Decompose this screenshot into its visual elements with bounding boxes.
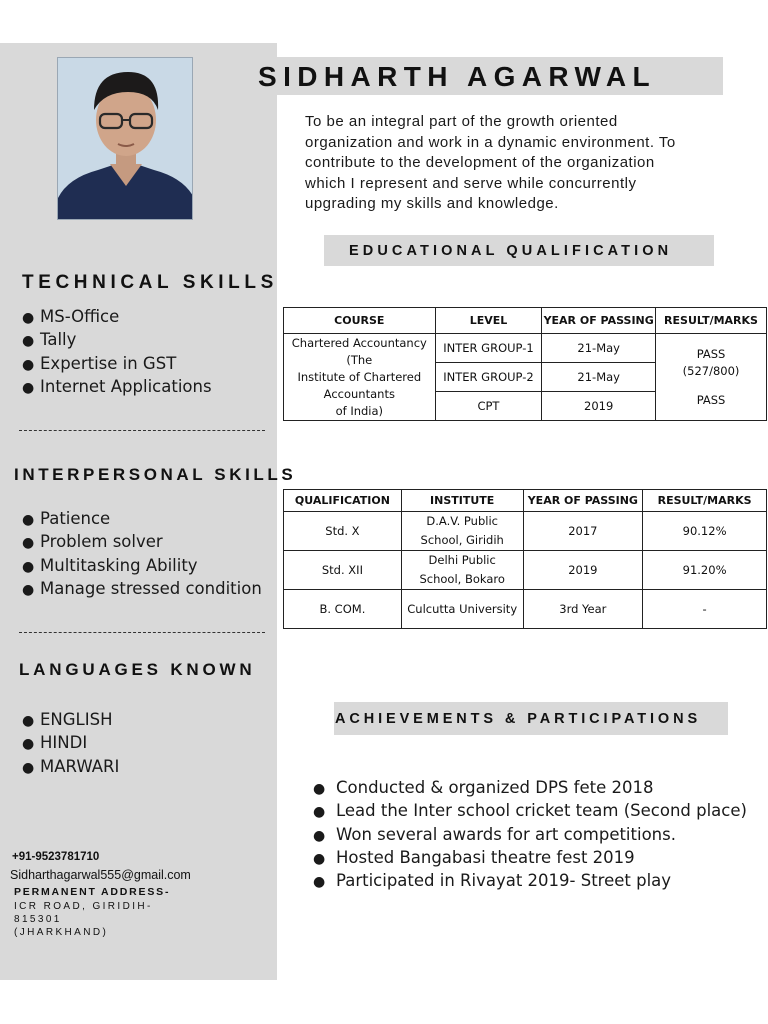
list-item: ● MS-Office [22, 307, 120, 326]
table-header: QUALIFICATION [284, 490, 402, 512]
education-heading: EDUCATIONAL QUALIFICATION [349, 243, 673, 259]
year-cell: 2019 [542, 392, 656, 421]
objective-line: organization and work in a dynamic environment. To [305, 133, 676, 151]
year-cell: 21-May [542, 363, 656, 392]
list-item: ● Multitasking Ability [22, 555, 198, 575]
phone-number: +91-9523781710 [12, 851, 100, 863]
career-objective [305, 112, 745, 215]
address-line: 815301 [14, 914, 62, 925]
achievements-heading: ACHIEVEMENTS & PARTICIPATIONS [335, 711, 702, 727]
objective-line: contribute to the development of the organization [305, 154, 655, 172]
table-header: COURSE [284, 308, 436, 334]
list-item: ● Won several awards for art competitions. [313, 824, 676, 844]
level-cell: INTER GROUP-1 [435, 334, 542, 363]
person-portrait-icon [58, 58, 193, 220]
table-header: YEAR OF PASSING [523, 490, 643, 512]
list-item: ● HINDI [22, 733, 88, 753]
list-item: ● Participated in Rivayat 2019- Street play [313, 871, 672, 891]
ca-qualification-table [283, 307, 767, 421]
table-header: LEVEL [435, 308, 542, 334]
interpersonal-skills-heading: INTERPERSONAL SKILLS [14, 465, 297, 484]
result-cell: PASS [656, 392, 767, 421]
profile-photo [57, 57, 193, 220]
result-cell: PASS (527/800) [656, 334, 767, 392]
list-item: ● Problem solver [22, 532, 163, 552]
address-line: (JHARKHAND) [14, 927, 109, 938]
languages-heading: LANGUAGES KNOWN [19, 660, 256, 679]
list-item: ● Internet Applications [22, 376, 212, 396]
achievements-list [313, 776, 747, 892]
technical-skills-heading: TECHNICAL SKILLS [22, 272, 278, 293]
table-row: Std. X D.A.V. Public School, Giridih 2017 90.12% [284, 512, 767, 551]
list-item: ● MARWARI [22, 756, 120, 776]
table-header: YEAR OF PASSING [542, 308, 656, 334]
table-header: RESULT/MARKS [643, 490, 767, 512]
divider-line [19, 632, 265, 633]
list-item: ● Lead the Inter school cricket team (Second place) [313, 801, 747, 821]
objective-line: upgrading my skills and knowledge. [305, 195, 559, 213]
table-row: B. COM. Culcutta University 3rd Year - [284, 590, 767, 629]
email-address: Sidharthagarwal555@gmail.com [10, 868, 191, 882]
languages-list [22, 708, 119, 778]
level-cell: INTER GROUP-2 [435, 363, 542, 392]
table-header: RESULT/MARKS [656, 308, 767, 334]
list-item: ● Manage stressed condition [22, 578, 262, 598]
list-item: ● Patience [22, 509, 111, 528]
academic-qualification-table [283, 489, 767, 629]
list-item: ● Expertise in GST [22, 353, 177, 373]
divider-line [19, 430, 265, 431]
candidate-name: SIDHARTH AGARWAL [258, 61, 656, 92]
interpersonal-skills-list [22, 507, 262, 600]
list-item: ● ENGLISH [22, 710, 113, 729]
course-cell: Chartered Accountancy (The Institute of Chartered Accountants of India) [284, 334, 436, 421]
objective-line: which I represent and serve while concurrently [305, 174, 637, 192]
list-item: ● Hosted Bangabasi theatre fest 2019 [313, 847, 635, 867]
year-cell: 21-May [542, 334, 656, 363]
list-item: ● Conducted & organized DPS fete 2018 [313, 778, 654, 797]
address-line: ICR ROAD, GIRIDIH- [14, 901, 153, 912]
table-row: Std. XII Delhi Public School, Bokaro 2019 91.20% [284, 551, 767, 590]
address-title: PERMANENT ADDRESS- [14, 886, 171, 898]
technical-skills-list [22, 305, 212, 398]
list-item: ● Tally [22, 330, 77, 350]
objective-line: To be an integral part of the growth oriented [305, 113, 618, 130]
level-cell: CPT [435, 392, 542, 421]
table-header: INSTITUTE [401, 490, 523, 512]
